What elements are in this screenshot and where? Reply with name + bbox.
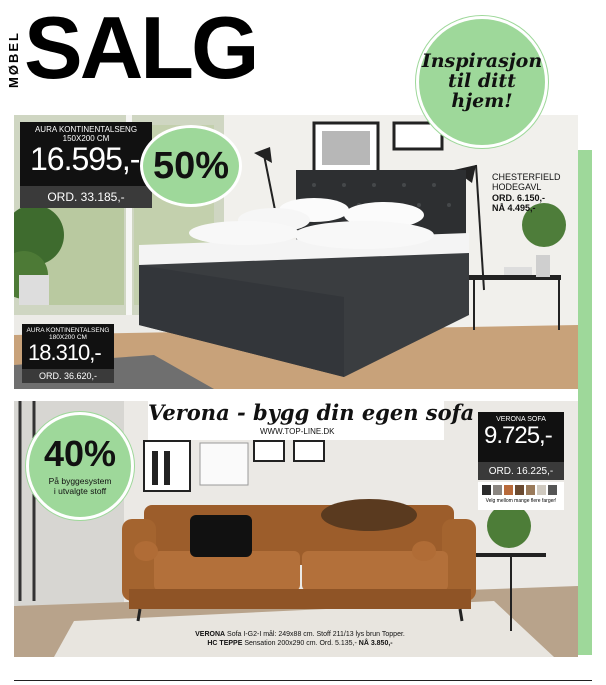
bed-top-price: 16.595,-	[30, 141, 140, 178]
sofa-discount-value: 40%	[43, 433, 117, 474]
bed-top-name: AURA KONTINENTALSENG	[34, 125, 138, 134]
fabric-swatch	[482, 485, 491, 495]
caption-hc-label: HC TEPPE	[207, 640, 243, 648]
brand-vertical: MØBEL	[6, 31, 21, 89]
bed-top-ord: ORD. 33.185,-	[20, 186, 152, 208]
caption-hc-now: NÅ 3.850,-	[358, 640, 393, 648]
product-caption	[150, 630, 450, 648]
swatch-caption: Velg mellom mange flere farger!	[485, 498, 557, 504]
caption-verona-label: VERONA	[195, 631, 226, 638]
green-side-bar	[578, 150, 592, 655]
fabric-swatch	[526, 485, 535, 495]
swatch-panel	[478, 482, 564, 510]
fabric-swatches	[482, 485, 560, 495]
caption-hc-text: Sensation 200x290 cm. Ord. 5.135,-	[244, 640, 357, 648]
chesterfield-now: NÅ 4.495,-	[492, 203, 536, 214]
chesterfield-ord: ORD. 6.150,-	[492, 192, 546, 203]
sofa-discount-badge	[26, 412, 134, 520]
sofa-banner	[148, 400, 475, 440]
bed-small-size: 180X200 CM	[49, 334, 87, 342]
chesterfield-line2: HODEGAVL	[492, 182, 542, 193]
fabric-swatch	[515, 485, 524, 495]
bottom-rule	[14, 680, 592, 681]
bed-small-name: AURA KONTINENTALSENG	[26, 327, 110, 334]
bed-top-price-tag	[20, 122, 152, 186]
bed-small-price-tag	[22, 324, 114, 370]
chesterfield-line1: CHESTERFIELD	[492, 172, 561, 182]
verona-price-tag	[478, 412, 564, 462]
sofa-discount-line2: i utvalgte stoff	[53, 486, 107, 496]
chesterfield-info	[492, 172, 561, 213]
verona-ord: ORD. 16.225,-	[478, 462, 564, 480]
fabric-swatch	[504, 485, 513, 495]
sofa-discount-line1: På byggesystem	[48, 476, 112, 486]
fabric-swatch	[537, 485, 546, 495]
caption-verona-text: Sofa I-G2-I mål: 249x88 cm. Stoff 211/13 lys brun Topper.	[227, 631, 405, 638]
bed-top-size: 150X200 CM	[62, 134, 110, 144]
verona-price: 9.725,-	[484, 422, 552, 450]
bed-discount-badge: 50%	[140, 125, 242, 207]
sofa-banner-url: WWW.TOP-LINE.DK	[260, 427, 335, 436]
verona-name: VERONA SOFA	[496, 416, 546, 423]
fabric-swatch	[493, 485, 502, 495]
bed-small-ord: ORD. 36.620,-	[22, 369, 114, 383]
inspiration-badge: Inspirasjon til ditt hjem!	[416, 16, 548, 148]
page-title: SALG	[24, 0, 257, 97]
bed-small-price: 18.310,-	[28, 339, 101, 365]
fabric-swatch	[548, 485, 557, 495]
sofa-banner-title: Verona - bygg din egen sofa	[148, 400, 475, 425]
